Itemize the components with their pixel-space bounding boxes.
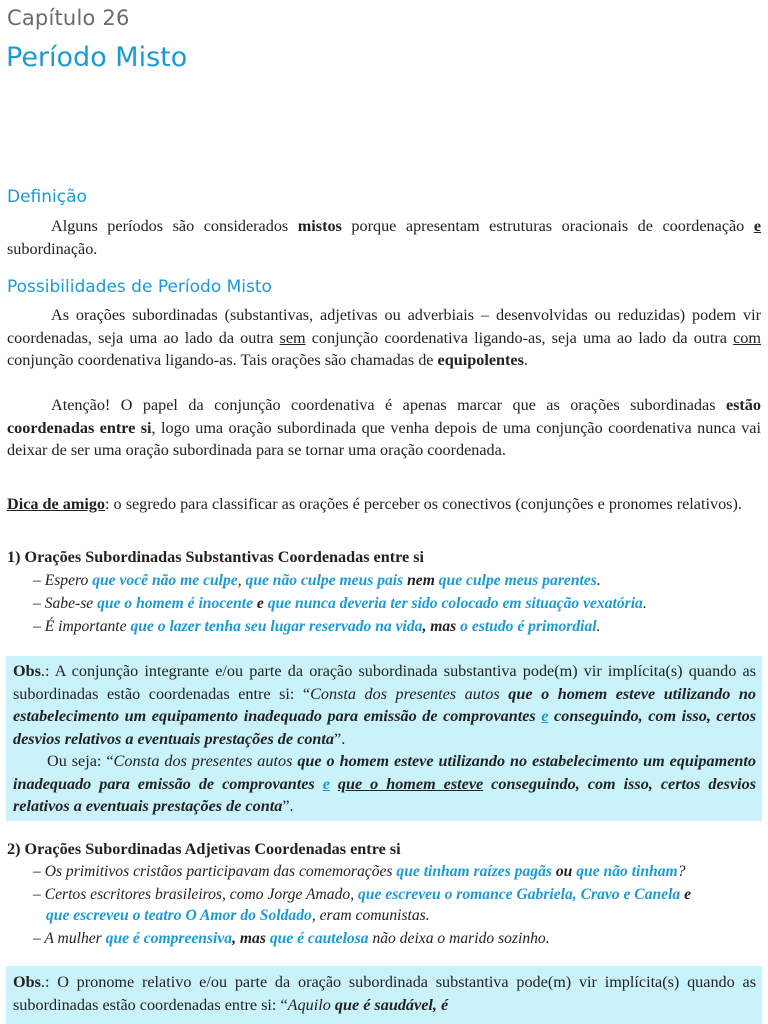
- paragraph-possibilidades-1: [7, 304, 761, 372]
- conjunction: , mas: [422, 618, 461, 635]
- text: , logo uma oração subordinada que venha depois de uma conjunção coordenativa nunca vai deixar de ser uma oração subordinada para se tornar uma oração coordenada.: [7, 418, 761, 459]
- highlight: que não culpe meus pais: [245, 572, 404, 589]
- example-1-3: [33, 616, 763, 639]
- text: .: O pronome relativo e/ou parte da oração subordinada substantiva pode(m) vir implícita(s) quando as subordinadas estão coordenadas entre si: “: [13, 973, 756, 1014]
- conjunction: e: [680, 886, 692, 903]
- text: .: [596, 572, 601, 589]
- underlined-text: e: [753, 217, 762, 235]
- conjunction: ou: [551, 863, 577, 880]
- text: .: A conjunção integrante e/ou parte da oração subordinada substantiva pode(m) vir implícita(s) quando as subordinadas estão coordenadas entre si: “: [13, 662, 756, 703]
- highlight: que escreveu o teatro O Amor do Soldado: [46, 907, 312, 924]
- heading-definicao: Definição: [7, 187, 87, 207]
- text: ”.: [282, 797, 294, 815]
- obs-2-paragraph: [6, 966, 762, 1016]
- italic-text: Consta dos presentes autos: [113, 752, 298, 770]
- text: Atenção! O papel da conjunção coordenativa é apenas marcar que as orações subordinadas: [51, 396, 726, 414]
- example-1-1: [33, 570, 763, 593]
- bold-italic-text: que o homem esteve utilizando no estabelecimento um equipamento inadequado para emissão de comprovantes: [13, 752, 756, 793]
- highlight: que você não me culpe: [92, 572, 238, 589]
- text: conjunção coordenativa ligando-as. Tais orações são chamadas de: [7, 351, 438, 369]
- text: – Certos escritores brasileiros, como Jorge Amado,: [33, 886, 358, 903]
- text: .: [596, 618, 601, 635]
- highlight: que culpe meus parentes: [438, 572, 597, 589]
- text: .: [642, 595, 647, 612]
- text: porque apresentam estruturas oracionais de coordenação: [341, 217, 754, 235]
- text: – É importante: [33, 618, 131, 635]
- bold-italic-text: , é: [432, 995, 449, 1014]
- highlight: que é cautelosa: [269, 930, 369, 947]
- highlight: que escreveu o romance Gabriela, Cravo e Canela: [358, 886, 681, 903]
- obs-1-paragraph: [6, 656, 762, 750]
- highlight: que é compreensiva: [105, 930, 233, 947]
- paragraph-definicao: [7, 215, 761, 260]
- paragraph-dica: [7, 493, 761, 516]
- highlight: e: [322, 774, 330, 793]
- bold-text: equipolentes: [437, 351, 524, 369]
- page-title: Período Misto: [6, 42, 188, 73]
- section-2-title: 2) Orações Subordinadas Adjetivas Coordenadas entre si: [7, 840, 401, 858]
- obs-label: Obs: [13, 662, 41, 680]
- example-2-1: [33, 861, 763, 884]
- highlight: que nunca deveria ter sido colocado em situação vexatória: [267, 595, 643, 612]
- italic-text: Aquilo: [287, 995, 335, 1014]
- heading-possibilidades: Possibilidades de Período Misto: [7, 277, 272, 297]
- example-2-2-cont: [46, 905, 768, 928]
- conjunction: nem: [403, 572, 439, 589]
- highlight: e: [541, 707, 549, 725]
- obs-label: Obs: [13, 973, 41, 991]
- underlined-text: com: [733, 328, 761, 347]
- bold-italic-text: que o homem esteve utilizando no estabelecimento um equipamento inadequado para emissão de comprovantes: [13, 684, 756, 725]
- highlight: que não tinham: [576, 863, 678, 880]
- text: As orações subordinadas (substantivas, adjetivas ou adverbiais – desenvolvidas ou reduzidas) podem vir coordenadas, seja uma ao lado da outra: [7, 306, 761, 347]
- text: Ou seja: “: [47, 752, 114, 770]
- text: ?: [677, 863, 686, 880]
- example-1-2: [33, 593, 763, 616]
- conjunction: , mas: [232, 930, 270, 947]
- text: [330, 775, 338, 793]
- text: – Espero: [33, 572, 93, 589]
- text: Alguns períodos são considerados: [51, 217, 298, 235]
- text: não deixa o marido sozinho.: [368, 930, 550, 947]
- text: : o segredo para classificar as orações é perceber os conectivos (conjunções e pronomes relativos).: [105, 495, 742, 513]
- section-1-title: 1) Orações Subordinadas Substantivas Coordenadas entre si: [7, 548, 425, 566]
- text: – A mulher: [33, 930, 106, 947]
- highlight: que o lazer tenha seu lugar reservado na vida: [130, 618, 423, 635]
- text: subordinação.: [7, 239, 98, 258]
- bold-italic-text: conseguindo, com isso, certos desvios relativos a eventuais prestações de conta: [13, 707, 756, 748]
- text: ”.: [334, 729, 346, 748]
- bold-italic-text: conseguindo, com isso, certos desvios relativos a eventuais prestações de conta: [13, 774, 757, 815]
- example-2-3: [33, 928, 763, 951]
- italic-text: Consta dos presentes autos: [310, 684, 509, 703]
- obs-box-2: [6, 966, 762, 1024]
- text: , eram comunistas.: [311, 907, 430, 924]
- bold-text: mistos: [297, 217, 342, 235]
- paragraph-possibilidades-2: [7, 394, 761, 462]
- text: ,: [237, 572, 246, 589]
- obs-box-1: [6, 656, 762, 821]
- conjunction: e: [253, 595, 268, 612]
- text: – Os primitivos cristãos participavam das comemorações: [33, 863, 397, 880]
- example-2-2: [33, 884, 763, 907]
- chapter-label: Capítulo 26: [7, 6, 130, 30]
- bold-italic-text: que é saudável: [334, 995, 433, 1014]
- underlined-text: sem: [279, 328, 306, 347]
- underlined-text: que o homem esteve: [337, 774, 484, 793]
- bold-text: estão coordenadas entre si: [7, 396, 761, 437]
- text: – Sabe-se: [33, 595, 98, 612]
- dica-label: Dica de amigo: [7, 495, 106, 513]
- text: conjunção coordenativa ligando-as, seja uma ao lado da outra: [305, 328, 734, 347]
- highlight: que o homem é inocente: [97, 595, 254, 612]
- highlight: que tinham raízes pagãs: [396, 863, 552, 880]
- obs-1-paragraph-2: [6, 750, 762, 818]
- text: .: [523, 351, 528, 369]
- highlight: o estudo é primordial: [460, 618, 597, 635]
